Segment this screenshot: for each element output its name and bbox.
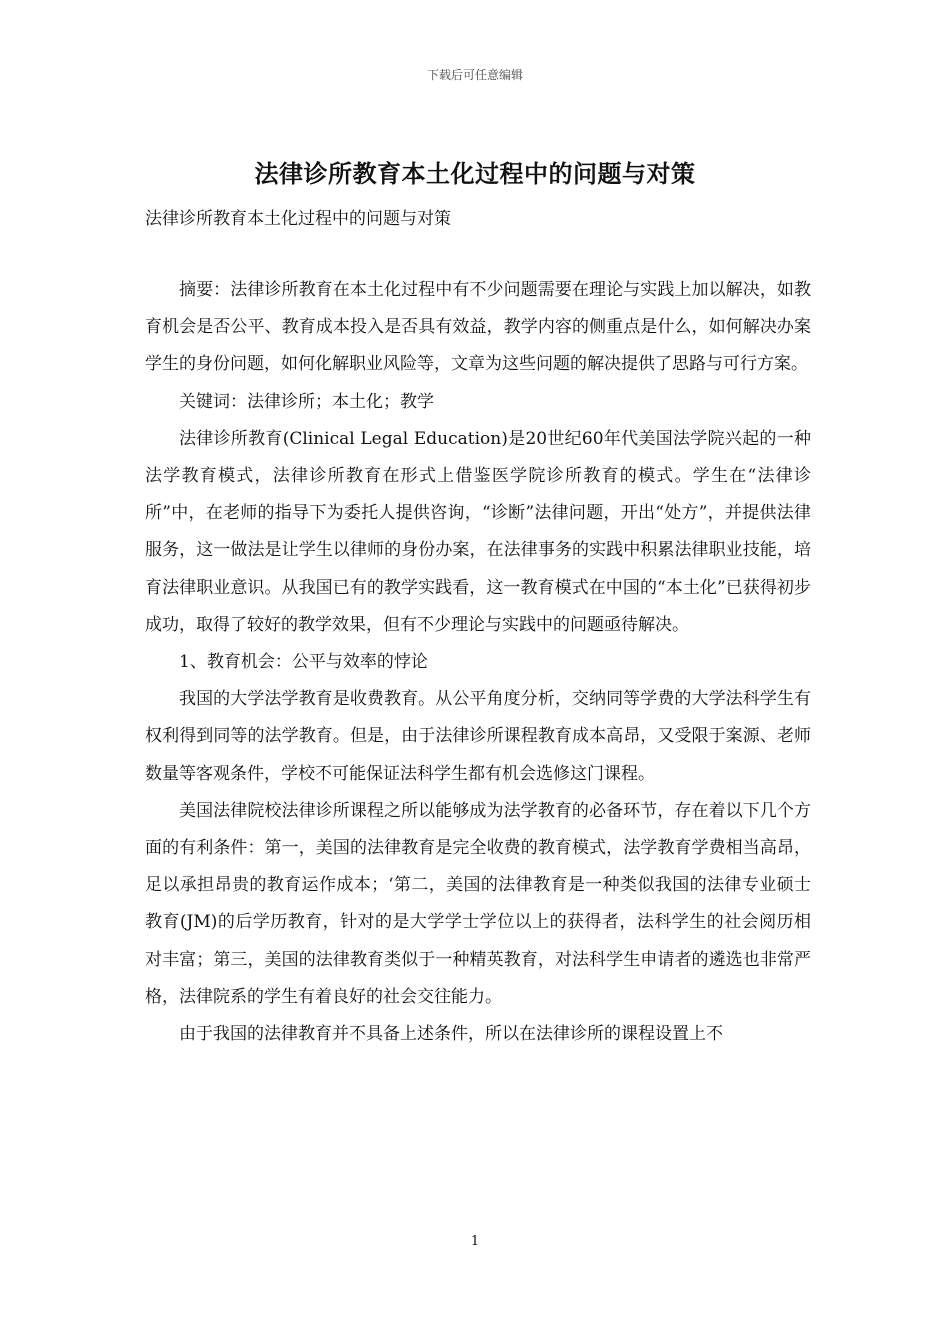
document-subtitle: 法律诊所教育本土化过程中的问题与对策 (145, 209, 451, 229)
intro-paragraph: 法律诊所教育(Clinical Legal Education)是20世纪60年代美国法学院兴起的一种法学教育模式，法律诊所教育在形式上借鉴医学院诊所教育的模式。学生在“法律诊所”中，在老师的指导下为委托人提供咨询，“诊断”法律问题，开出“处方”，并提供法律服务，这一做法是让学生以律师的身份办案，在法律事务的实践中积累法律职业技能，培育法律职业意识。从我国已有的教学实践看，这一教育模式在中国的“本土化”已获得初步成功，取得了较好的教学效果，但有不少理论与实践中的问题亟待解决。 (145, 428, 811, 635)
body-paragraph: 美国法律院校法律诊所课程之所以能够成为法学教育的必备环节，存在着以下几个方面的有利条件：第一，美国的法律教育是完全收费的教育模式，法学教育学费相当高昂，足以承担昂贵的教育运作成本；‘第二，美国的法律教育是一种类似我国的法律专业硕士教育(JM)的后学历教育，针对的是大学学士学位以上的获得者，法科学生的社会阅历相对丰富；第三，美国的法律教育类似于一种精英教育，对法科学生申请者的遴选也非常严格，法律院系的学生有着良好的社会交往能力。 (145, 800, 811, 1007)
body-paragraph: 我国的大学法学教育是收费教育。从公平角度分析，交纳同等学费的大学法科学生有权利得到同等的法学教育。但是，由于法律诊所课程教育成本高昂，又受限于案源、老师数量等客观条件，学校不可能保证法科学生都有机会选修这门课程。 (145, 689, 811, 784)
keywords-paragraph: 关键词：法律诊所；本土化；教学 (179, 391, 434, 412)
section-heading: 1、教育机会：公平与效率的悖论 (179, 652, 428, 673)
page-number: 1 (470, 1234, 480, 1249)
abstract-paragraph: 摘要：法律诊所教育在本土化过程中有不少问题需要在理论与实践上加以解决，如教育机会是否公平、教育成本投入是否具有效益，教学内容的侧重点是什么，如何解决办案学生的身份问题，如何化解职业风险等，文章为这些问题的解决提供了思路与可行方案。 (145, 280, 811, 375)
body-paragraph: 由于我国的法律教育并不具备上述条件，所以在法律诊所的课程设置上不 (179, 1024, 723, 1045)
header-note: 下载后可任意编辑 (426, 68, 523, 82)
document-body (145, 272, 811, 1053)
document-title: 法律诊所教育本土化过程中的问题与对策 (254, 160, 696, 188)
